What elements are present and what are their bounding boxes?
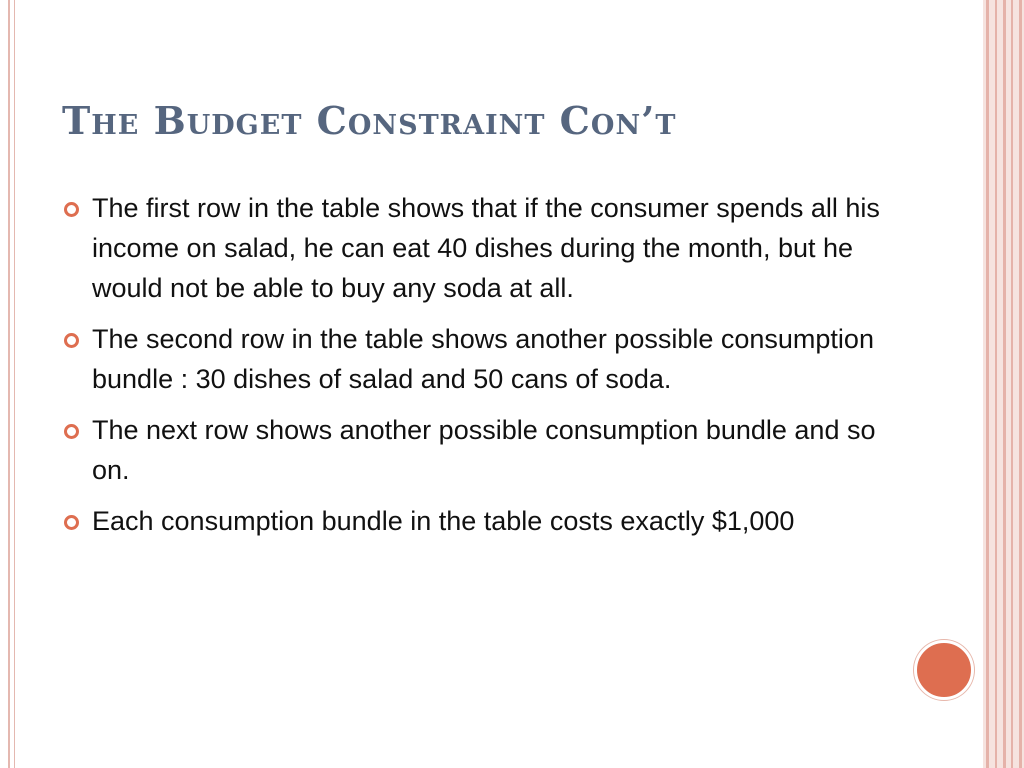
orange-circle-icon xyxy=(914,640,974,700)
bullet-list xyxy=(62,188,892,552)
bullet-item xyxy=(62,501,892,541)
slide-title: The Budget Constraint Con’t xyxy=(62,98,677,143)
bullet-text: The next row shows another possible consumption bundle and so on. xyxy=(92,415,876,485)
right-stripe xyxy=(986,0,989,768)
right-stripe xyxy=(1003,0,1006,768)
bullet-item xyxy=(62,319,892,399)
ring-bullet-icon xyxy=(64,515,79,530)
right-stripe xyxy=(995,0,997,768)
bullet-text: The first row in the table shows that if the consumer spends all his income on salad, he can eat 40 dishes during the month, but he would not be able to buy any soda at all. xyxy=(92,193,880,303)
right-stripe xyxy=(1019,0,1022,768)
ring-bullet-icon xyxy=(64,424,79,439)
left-border-line xyxy=(14,0,15,768)
right-stripe xyxy=(1011,0,1013,768)
bullet-text: The second row in the table shows another possible consumption bundle : 30 dishes of salad and 50 cans of soda. xyxy=(92,324,874,394)
ring-bullet-icon xyxy=(64,333,79,348)
bullet-text: Each consumption bundle in the table costs exactly $1,000 xyxy=(92,506,795,536)
left-border-line xyxy=(8,0,10,768)
ring-bullet-icon xyxy=(64,202,79,217)
bullet-item xyxy=(62,188,892,308)
bullet-item xyxy=(62,410,892,490)
